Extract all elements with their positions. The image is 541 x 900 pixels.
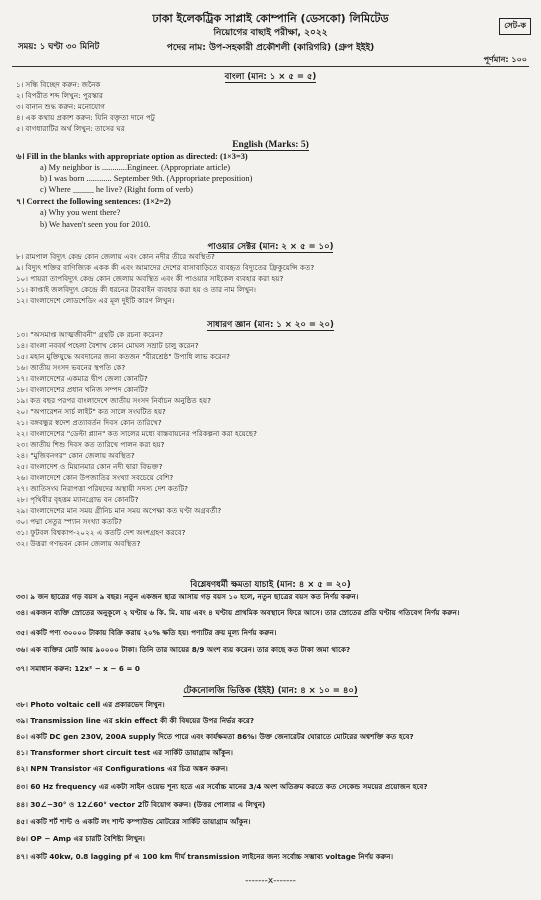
question-30: ৩০। পদ্মা সেতুর স্প্যান সংখ্যা কতটি? <box>16 517 122 526</box>
question-37: ৩৭। সমাধান করুন: 12x² − x − 6 = 0 <box>16 664 140 673</box>
exam-title: নিয়োগের বাছাই পরীক্ষা, ২০২২ <box>213 28 328 38</box>
total-marks: পূর্ণমান: ১০০ <box>483 55 527 64</box>
question-6c: c) Where _____ he live? (Right form of verb) <box>40 185 193 194</box>
question-20: ২০। "অপারেশন সার্চ লাইট" কত সালে সংঘটিত হয়? <box>16 407 166 416</box>
question-32: ৩২। উত্তরা গণভবন কোন জেলায় অবস্থিত? <box>16 539 141 548</box>
question-33: ৩৩। ৯ জন ছাত্রের গড় বয়স ৯ বছর। নতুন একজন ছাত্র আসায় গড় বয়স ১০ হলে, নতুন ছাত্রের বয়স কত নির্ণয় করুন। <box>16 592 359 601</box>
question-31: ৩১। ফুটবল বিশ্বকাপ-২০২২ এ কতটি দেশ অংশগ্রহণ করবে? <box>16 528 186 537</box>
section-english <box>0 140 541 150</box>
question-29: ২৯। বাংলাদেশের মান সময় গ্রীনিচ মান সময় অপেক্ষা কত ঘণ্টা অগ্রবর্তী? <box>16 506 222 515</box>
section-gk-title: সাধারণ জ্ঞান (মান: ১ × ২০ = ২০) <box>207 320 334 330</box>
header-divider <box>12 66 529 67</box>
section-tech <box>0 684 541 698</box>
question-25: ২৫। বাংলাদেশ ও মিয়ানমার কোন নদী দ্বারা বিভক্ত? <box>16 462 163 471</box>
question-43: ৪৩। 60 Hz frequency এর একটা সাইন ওয়েভ শূন্য হতে এর সর্বোচ্চ মানের 3/4 অংশ অতিক্রম করতে কত সেকেন্ড সময়ের প্রয়োজন হবে? <box>16 782 428 791</box>
question-13: ১৩। "অসমাপ্ত আত্মজীবনী" গ্রন্থটি কে রচনা করেন? <box>16 330 164 339</box>
question-21: ২১। বঙ্গবন্ধুর স্বদেশ প্রত্যাবর্তন দিবস কোন তারিখে? <box>16 418 162 427</box>
end-marker: -------x------- <box>245 876 296 886</box>
question-7a: a) Why you went there? <box>40 208 121 217</box>
question-44: ৪৪। 30∠−30° ও 12∠60° vector 2টি বিয়োগ করুন। (উত্তর পোলার এ লিখুন) <box>16 800 266 809</box>
question-39: ৩৯। Transmission line এর skin effect কী কী বিষয়ের উপর নির্ভর করে? <box>16 716 254 725</box>
question-22: ২২। বাংলাদেশের "ডেল্টা প্ল্যান" কত সালের মধ্যে বাস্তবায়নের পরিকল্পনা করা হয়েছে? <box>16 429 257 438</box>
exam-time: সময়: ১ ঘণ্টা ৩০ মিনিট <box>18 42 100 52</box>
question-18: ১৮। বাংলাদেশের প্রধান খনিজ সম্পদ কোনটি? <box>16 385 148 394</box>
question-8: ৮। রামপাল বিদ্যুৎ কেন্দ্র কোন জেলায় এবং কোন নদীর তীরে অবস্থিত? <box>16 252 215 261</box>
question-14: ১৪। বাংলা নববর্ষ পহেলা বৈশাখ কোন মোঘল সম্রাট চালু করেন? <box>16 341 199 350</box>
question-27: ২৭। জাতিসংঘ নিরাপত্তা পরিষদের অস্থায়ী সদস্য দেশ কতটি? <box>16 484 188 493</box>
question-19: ১৯। কত বছর পরপর বাংলাদেশে জাতীয় সংসদ নির্বাচন অনুষ্ঠিত হয়? <box>16 396 211 405</box>
section-power-title: পাওয়ার সেক্টর (মান: ২ × ৫ = ১০) <box>207 242 334 252</box>
question-2: ২। বিপরীত শব্দ লিখুন: পুরস্কার <box>16 91 103 100</box>
question-1: ১। সন্ধি বিচ্ছেদ করুন: জনৈক <box>16 80 101 89</box>
question-7b: b) We haven't seen you for 2010. <box>40 220 151 229</box>
question-40: ৪০। একটি DC gen 230V, 200A supply দিতে পারে এবং কার্যক্ষমতা 86%। উক্ত জেনারেটর ঘোরাতে মোটরের অশ্বশক্তি কত হবে? <box>16 732 414 741</box>
question-4: ৪। এক কথায় প্রকাশ করুন: যিনি বক্তৃতা দানে পটু <box>16 113 155 122</box>
question-6: ৬। Fill in the blanks with appropriate option as directed: (1×3=3) <box>16 152 248 161</box>
question-38: ৩৮। Photo voltaic cell এর প্রকারভেদ লিখুন। <box>16 700 165 709</box>
question-6b: b) I was born ............ September 9th. (Appropriate preposition) <box>40 174 253 183</box>
section-analysis-title: বিশ্লেষণধর্মী ক্ষমতা যাচাই (মান: ৪ × ৫ = ২০) <box>190 580 351 590</box>
question-9: ৯। বিদ্যুৎ শক্তির বাণিজ্যিক একক কী এবং আমাদের দেশের বাসাবাড়িতে ব্যবহৃত বিদ্যুতের ফ্রিকুয়েন্সি কত? <box>16 263 315 272</box>
question-26: ২৬। বাংলাদেশে কোন উপজাতির সংখ্যা সবচেয়ে বেশি? <box>16 473 174 482</box>
post-name: পদের নাম: উপ-সহকারী প্রকৌশলী (কারিগরি) (গ্রুপ ইইই) <box>166 43 375 53</box>
question-24: ২৪। "মুজিবনগর" কোন জেলায় অবস্থিত? <box>16 451 135 460</box>
question-12: ১২। বাংলাদেশে লোডশেডিং এর মূল দুইটি কারণ লিখুন। <box>16 296 175 305</box>
question-28: ২৮। পৃথিবীর বৃহত্তম ম্যানগ্রোভ বন কোনটি? <box>16 495 139 504</box>
question-15: ১৫। মহান মুক্তিযুদ্ধে অবদানের জন্য কতজন "বীরশ্রেষ্ঠ" উপাধি লাভ করেন? <box>16 352 230 361</box>
question-3: ৩। বানান শুদ্ধ করুন: মনোযোগ <box>16 102 105 111</box>
question-6a: a) My neighbor is ............Engineer. (Appropriate article) <box>40 163 231 172</box>
section-english-title: English (Marks: 5) <box>232 140 309 150</box>
question-42: ৪২। NPN Transistor এর Configurations এর চিত্র অঙ্কন করুন। <box>16 764 228 773</box>
question-7: ৭। Correct the following sentences: (1×2=2) <box>16 197 171 206</box>
question-34: ৩৪। একজন ব্যক্তি স্রোতের অনুকূলে ২ ঘণ্টায় ৬ কি. মি. যায় এবং ৪ ঘণ্টায় প্রাথমিক অবস্থানে ফিরে আসে। তার স্রোতের প্রতি ঘণ্টায় গতিবেগ নির্ণয় করুন। <box>16 608 460 617</box>
question-45: ৪৫। একটি শর্ট শান্ট ও একটি লং শান্ট কম্পাউন্ড মোটরের সার্কিট ডায়াগ্রাম আঁকুন। <box>16 817 251 826</box>
question-46: ৪৬। OP − Amp এর চারটি বৈশিষ্ট্য লিখুন। <box>16 834 145 843</box>
question-36: ৩৬। এক ব্যক্তির মোট আয় ৯০০০০ টাকা। তিনি তার আয়ের 8/9 অংশ ব্যয় করেন। তার কাছে কত টাকা জমা থাকে? <box>16 645 351 654</box>
question-11: ১১। কাপ্তাই জলবিদ্যুৎ কেন্দ্রে কী ধরনের টারবাইন ব্যবহার করা হয় ও তার নাম লিখুন। <box>16 285 256 294</box>
question-16: ১৬। জাতীয় সংসদ ভবনের স্থপতি কে? <box>16 363 126 372</box>
question-47: ৪৭। একটি 40kw, 0.8 lagging pf এ 100 km দীর্ঘ transmission লাইনের জন্য সর্বোচ্চ সম্ভাব্য voltage নির্ণয় করুন। <box>16 852 394 861</box>
question-35: ৩৫। একটি পণ্য ৩০০০০ টাকায় বিক্রি করায় ২০% ক্ষতি হয়। পণ্যটির ক্রয় মূল্য নির্ণয় করুন। <box>16 628 277 637</box>
question-5: ৫। বাগধারাটির অর্থ লিখুন: তাসের ঘর <box>16 124 125 133</box>
question-41: ৪১। Transformer short circuit test এর সার্কিট ডায়াগ্রাম আঁকুন। <box>16 748 233 757</box>
section-tech-title: টেকনোলজি ভিত্তিক (ইইই) (মান: ৪ × ১০ = ৪০) <box>183 686 358 696</box>
question-10: ১০। পায়রা তাপবিদ্যুৎ কেন্দ্র কোন জেলায় অবস্থিত এবং কী পাওয়ার সাইকেল ব্যবহার করা হয়? <box>16 274 284 283</box>
organization-name: ঢাকা ইলেকট্রিক সাপ্লাই কোম্পানি (ডেসকো) লিমিটেড <box>152 12 389 25</box>
question-17: ১৭। বাংলাদেশের একমাত্র দ্বীপ জেলা কোনটি? <box>16 374 148 383</box>
section-bangla-title: বাংলা (মান: ১ × ৫ = ৫) <box>224 72 317 82</box>
set-badge: সেট-ক <box>499 18 531 35</box>
section-analysis <box>0 578 541 592</box>
question-23: ২৩। জাতীয় শিশু দিবস কত তারিখে পালন করা হয়? <box>16 440 165 449</box>
